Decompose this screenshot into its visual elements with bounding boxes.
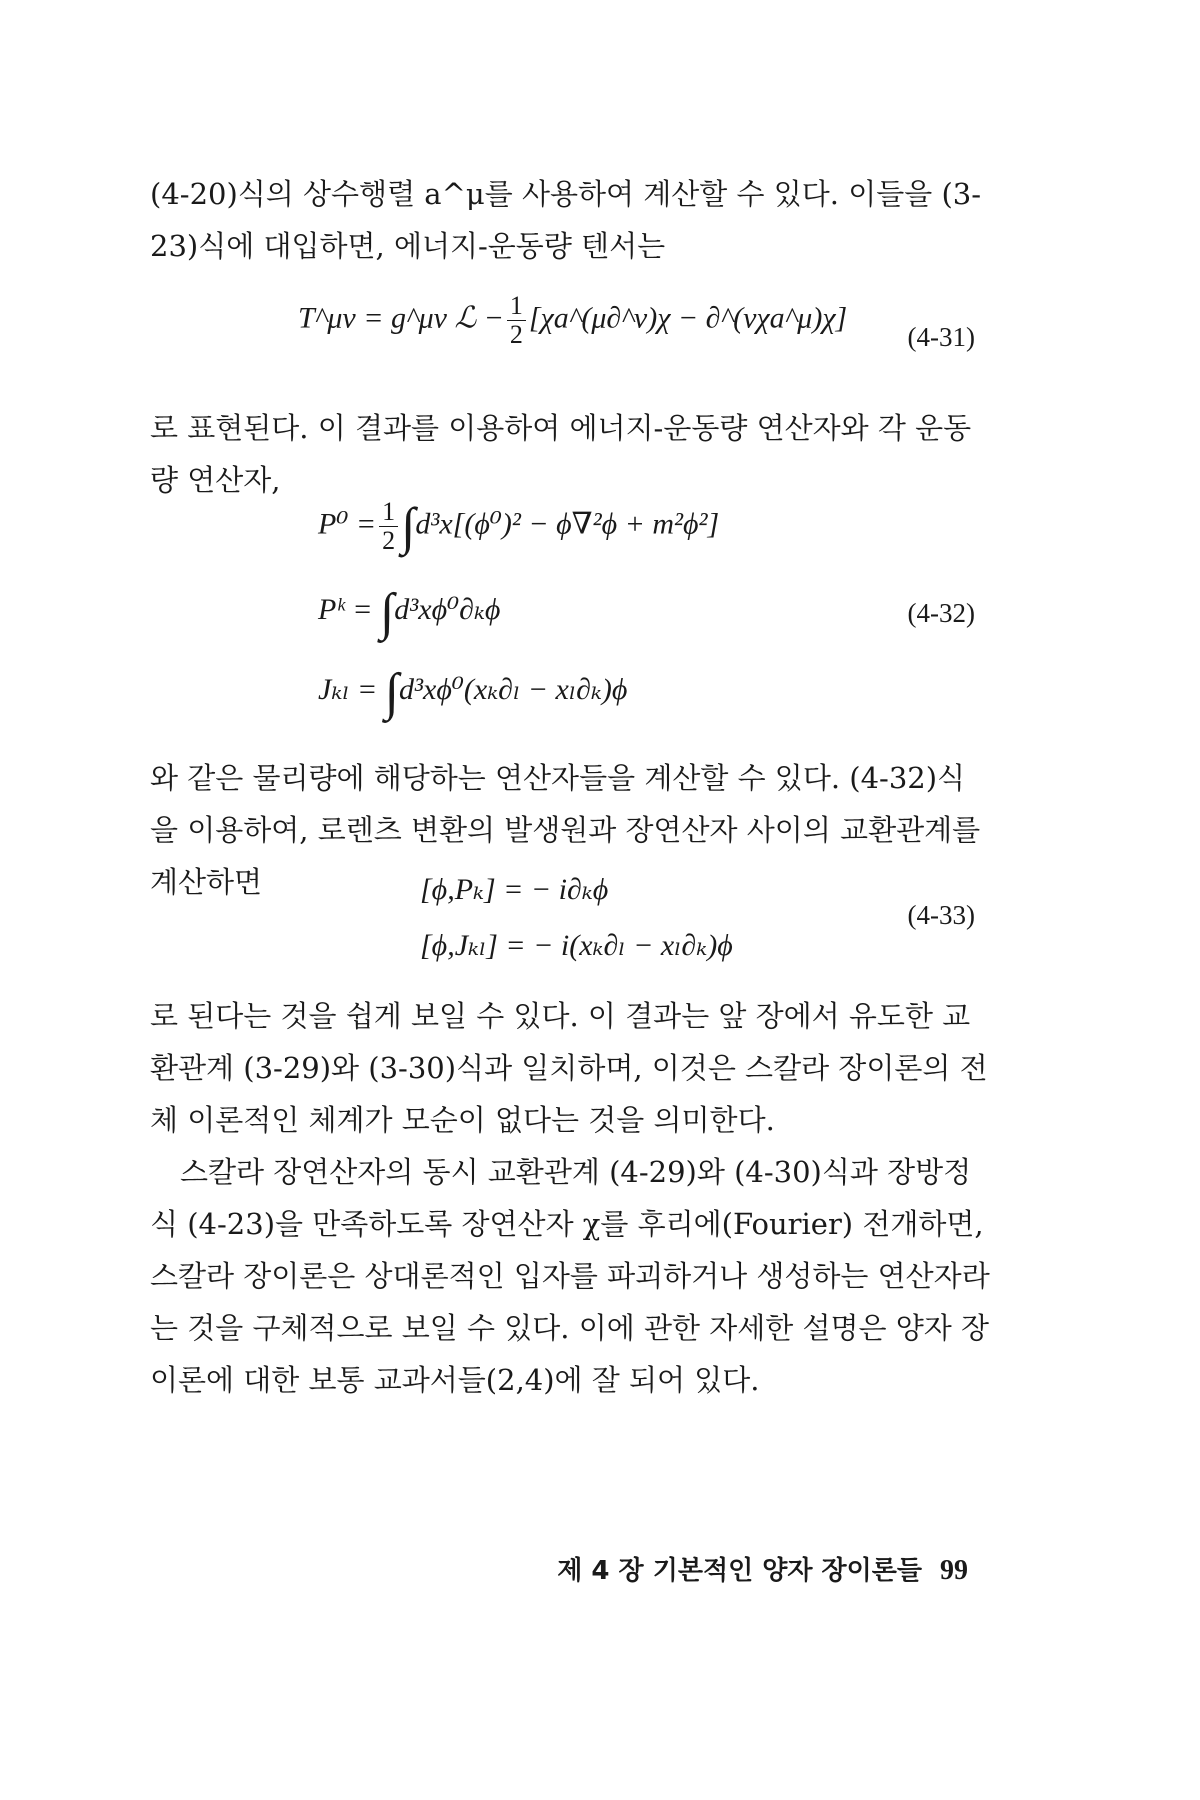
paragraph-4: 로 된다는 것을 쉽게 보일 수 있다. 이 결과는 앞 장에서 유도한 교환관계 (3-29)와 (3-30)식과 일치하며, 이것은 스칼라 장이론의 전체 이론적인 체계가 모순이 없다는 것을 의미한다. xyxy=(150,999,988,1137)
eq431-frac-den: 2 xyxy=(509,320,523,349)
paragraph-5: 스칼라 장연산자의 동시 교환관계 (4-29)와 (4-30)식과 장방정식 (4-23)을 만족하도록 장연산자 χ를 후리에(Fourier) 전개하면, 스칼라 장이론은 상대론적인 입자를 파괴하거나 생성하는 연산자라는 것을 구체적으로 보일 수 있다. 이에 관한 자세한 설명은 양자 장이론에 대한 보통 교과서들(2,4)에 잘 되어 있다. xyxy=(150,1155,990,1397)
integral-sign: ∫ xyxy=(401,498,416,556)
equation-4-32-line-1 xyxy=(318,498,719,555)
integral-sign: ∫ xyxy=(384,664,400,721)
equation-number-4-31: (4-31) xyxy=(907,322,975,352)
page-footer xyxy=(557,1550,968,1587)
equation-4-31 xyxy=(298,292,847,349)
eq432-frac-num: 1 xyxy=(379,498,398,527)
chapter-title: 제 4 장 기본적인 양자 장이론들 xyxy=(557,1556,922,1586)
equation-number-4-33: (4-33) xyxy=(907,900,975,930)
equation-number-4-32: (4-32) xyxy=(907,598,975,628)
eq432-l3-lhs: Jₖₗ = xyxy=(318,673,378,706)
equation-4-32-line-3 xyxy=(318,664,628,721)
eq431-lhs: T^μν = g^μν ℒ − xyxy=(298,301,504,335)
eq431-frac-num: 1 xyxy=(507,292,526,321)
eq432-l1-lhs: P⁰ = xyxy=(318,507,377,541)
integral-sign: ∫ xyxy=(380,584,395,641)
paragraph-2: 로 표현된다. 이 결과를 이용하여 에너지-운동량 연산자와 각 운동량 연산자, xyxy=(150,411,972,497)
equation-4-33-line-2: [ϕ,Jₖₗ] = − i(xₖ∂ₗ − xₗ∂ₖ)ϕ xyxy=(420,929,733,962)
paragraph-1: (4-20)식의 상수행렬 a^μ를 사용하여 계산할 수 있다. 이들을 (3-23)식에 대입하면, 에너지-운동량 텐서는 xyxy=(150,177,982,263)
eq431-rhs: [χa^(μ∂^ν)χ − ∂^(νχa^μ)χ] xyxy=(528,301,848,335)
eq432-l2-rhs: d³xϕ⁰∂ₖϕ xyxy=(394,593,501,626)
eq431-fraction xyxy=(507,292,526,349)
equation-4-32-line-2 xyxy=(318,584,501,641)
eq432-l1-rhs: d³x[(ϕ⁰)² − ϕ∇²ϕ + m²ϕ²] xyxy=(415,507,720,541)
eq432-l3-rhs: d³xϕ⁰(xₖ∂ₗ − xₗ∂ₖ)ϕ xyxy=(399,673,628,706)
eq432-fraction xyxy=(379,498,398,555)
equation-4-33-line-1: [ϕ,Pₖ] = − i∂ₖϕ xyxy=(420,873,609,906)
paragraph-3: 와 같은 물리량에 해당하는 연산자들을 계산할 수 있다. (4-32)식을 이용하여, 로렌츠 변환의 발생원과 장연산자 사이의 교환관계를 계산하면 xyxy=(150,761,981,899)
page-number: 99 xyxy=(940,1555,968,1586)
eq432-l2-lhs: Pᵏ = xyxy=(318,593,373,626)
eq432-frac-den: 2 xyxy=(382,526,396,555)
